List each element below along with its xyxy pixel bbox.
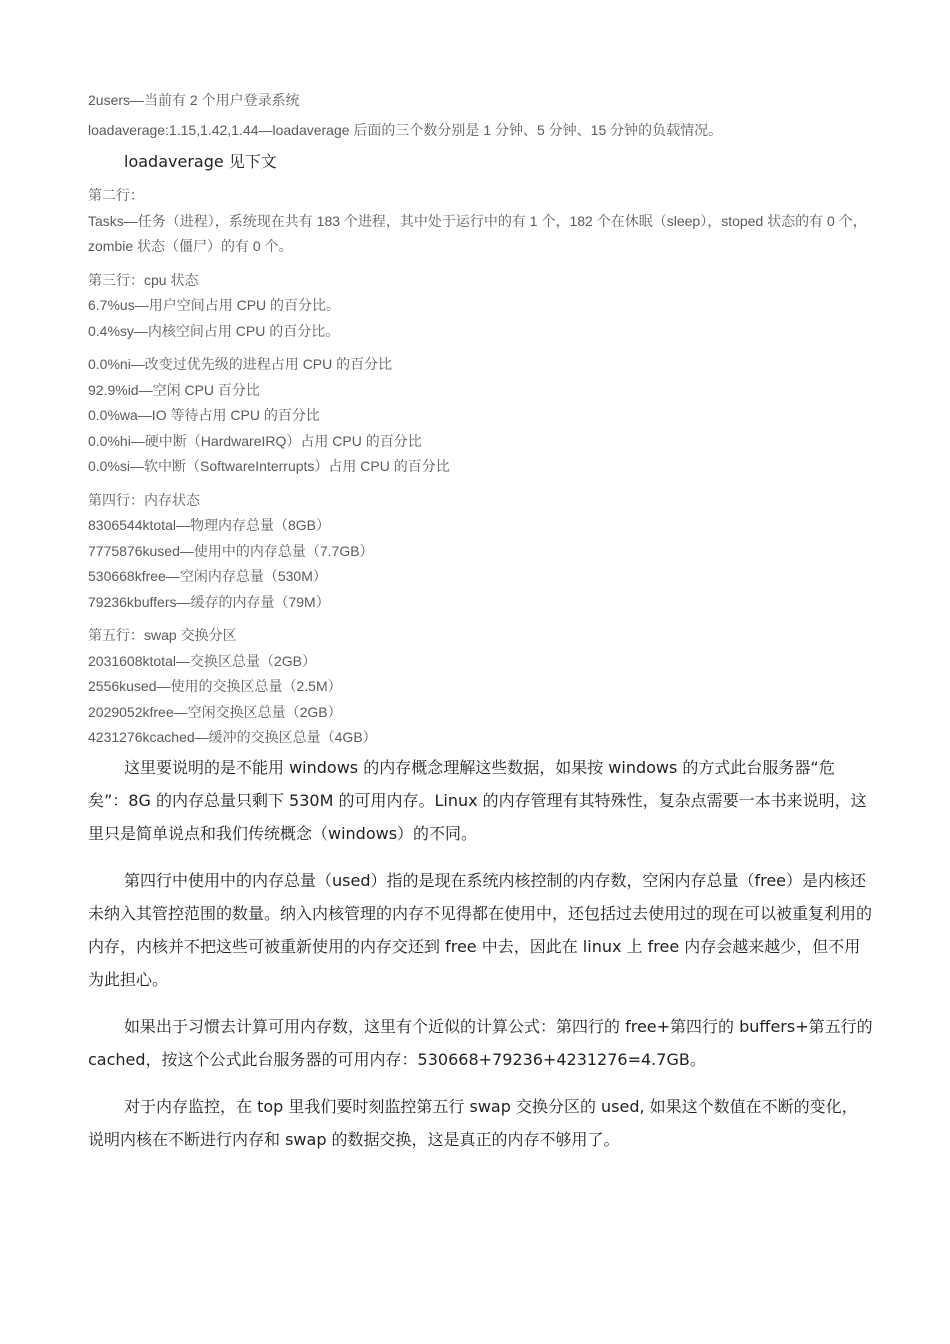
paragraph-formula: 如果出于习惯去计算可用内存数，这里有个近似的计算公式：第四行的 free+第四行的 buffers+第五行的 cached，按这个公式此台服务器的可用内存：530668+79236+4231276=4.7GB。 bbox=[88, 1016, 873, 1069]
users-line: 2users—当前有 2 个用户登录系统 bbox=[88, 92, 300, 108]
cpu-ni-item: 0.0%ni—改变过优先级的进程占用 CPU 的百分比 bbox=[88, 356, 393, 372]
paragraph-used-free: 第四行中使用中的内存总量（used）指的是现在系统内核控制的内存数，空闲内存总量（free）是内核还未纳入其管控范围的数量。纳入内核管理的内存不见得都在使用中，还包括过去使用过的现在可以被重复利用的内存，内核并不把这些可被重新使用的内存交还到 free 中去，因此在 linux 上 free 内存会越来越少，但不用为此担心。 bbox=[88, 870, 873, 989]
cpu-wa-item: 0.0%wa—IO 等待占用 CPU 的百分比 bbox=[88, 407, 320, 423]
mem-buffers-item: 79236kbuffers—缓存的内存量（79M） bbox=[88, 593, 330, 610]
paragraph-windows-note: 这里要说明的是不能用 windows 的内存概念理解这些数据，如果按 windows 的方式此台服务器“危矣”：8G 的内存总量只剩下 530M 的可用内存。Linux 的内存管理有其特殊性，复杂点需要一本书来说明，这里只是简单说点和我们传统概念（windows）的不同。 bbox=[88, 757, 867, 843]
loadaverage-heading: loadaverage 见下文 bbox=[124, 152, 277, 171]
mem-free-item: 530668kfree—空闲内存总量（530M） bbox=[88, 568, 327, 584]
swap-used-item: 2556kused—使用的交换区总量（2.5M） bbox=[88, 678, 342, 694]
swap-free-item: 2029052kfree—空闲交换区总量（2GB） bbox=[88, 703, 342, 720]
document-page bbox=[88, 88, 873, 1156]
cpu-id-item: 92.9%id—空闲 CPU 百分比 bbox=[88, 381, 260, 398]
cpu-us-item: 6.7%us—用户空间占用 CPU 的百分比。 bbox=[88, 297, 341, 313]
row2-title: 第二行： bbox=[88, 187, 144, 203]
swap-cached-item: 4231276kcached—缓冲的交换区总量（4GB） bbox=[88, 729, 377, 745]
cpu-sy-item: 0.4%sy—内核空间占用 CPU 的百分比。 bbox=[88, 322, 340, 339]
row4-title: 第四行：内存状态 bbox=[88, 491, 200, 508]
row3-title: 第三行：cpu 状态 bbox=[88, 271, 199, 288]
paragraph-swap-monitor: 对于内存监控，在 top 里我们要时刻监控第五行 swap 交换分区的 used, 如果这个数值在不断的变化，说明内核在不断进行内存和 swap 的数据交换，这是真正的内存不够用了。 bbox=[88, 1096, 858, 1149]
tasks-text: Tasks—任务（进程），系统现在共有 183 个进程，其中处于运行中的有 1 个，182 个在休眠（sleep），stoped 状态的有 0 个，zombie 状态（僵尸）的有 0 个。 bbox=[88, 212, 867, 254]
loadaverage-line: loadaverage:1.15,1.42,1.44—loadaverage 后面的三个数分别是 1 分钟、5 分钟、15 分钟的负载情况。 bbox=[88, 121, 723, 138]
cpu-si-item: 0.0%si—软中断（SoftwareInterrupts）占用 CPU 的百分比 bbox=[88, 458, 450, 474]
row5-title: 第五行：swap 交换分区 bbox=[88, 627, 237, 643]
mem-total-item: 8306544ktotal—物理内存总量（8GB） bbox=[88, 517, 330, 533]
cpu-hi-item: 0.0%hi—硬中断（HardwareIRQ）占用 CPU 的百分比 bbox=[88, 432, 422, 449]
mem-used-item: 7775876kused—使用中的内存总量（7.7GB） bbox=[88, 542, 374, 559]
swap-total-item: 2031608ktotal—交换区总量（2GB） bbox=[88, 652, 316, 669]
